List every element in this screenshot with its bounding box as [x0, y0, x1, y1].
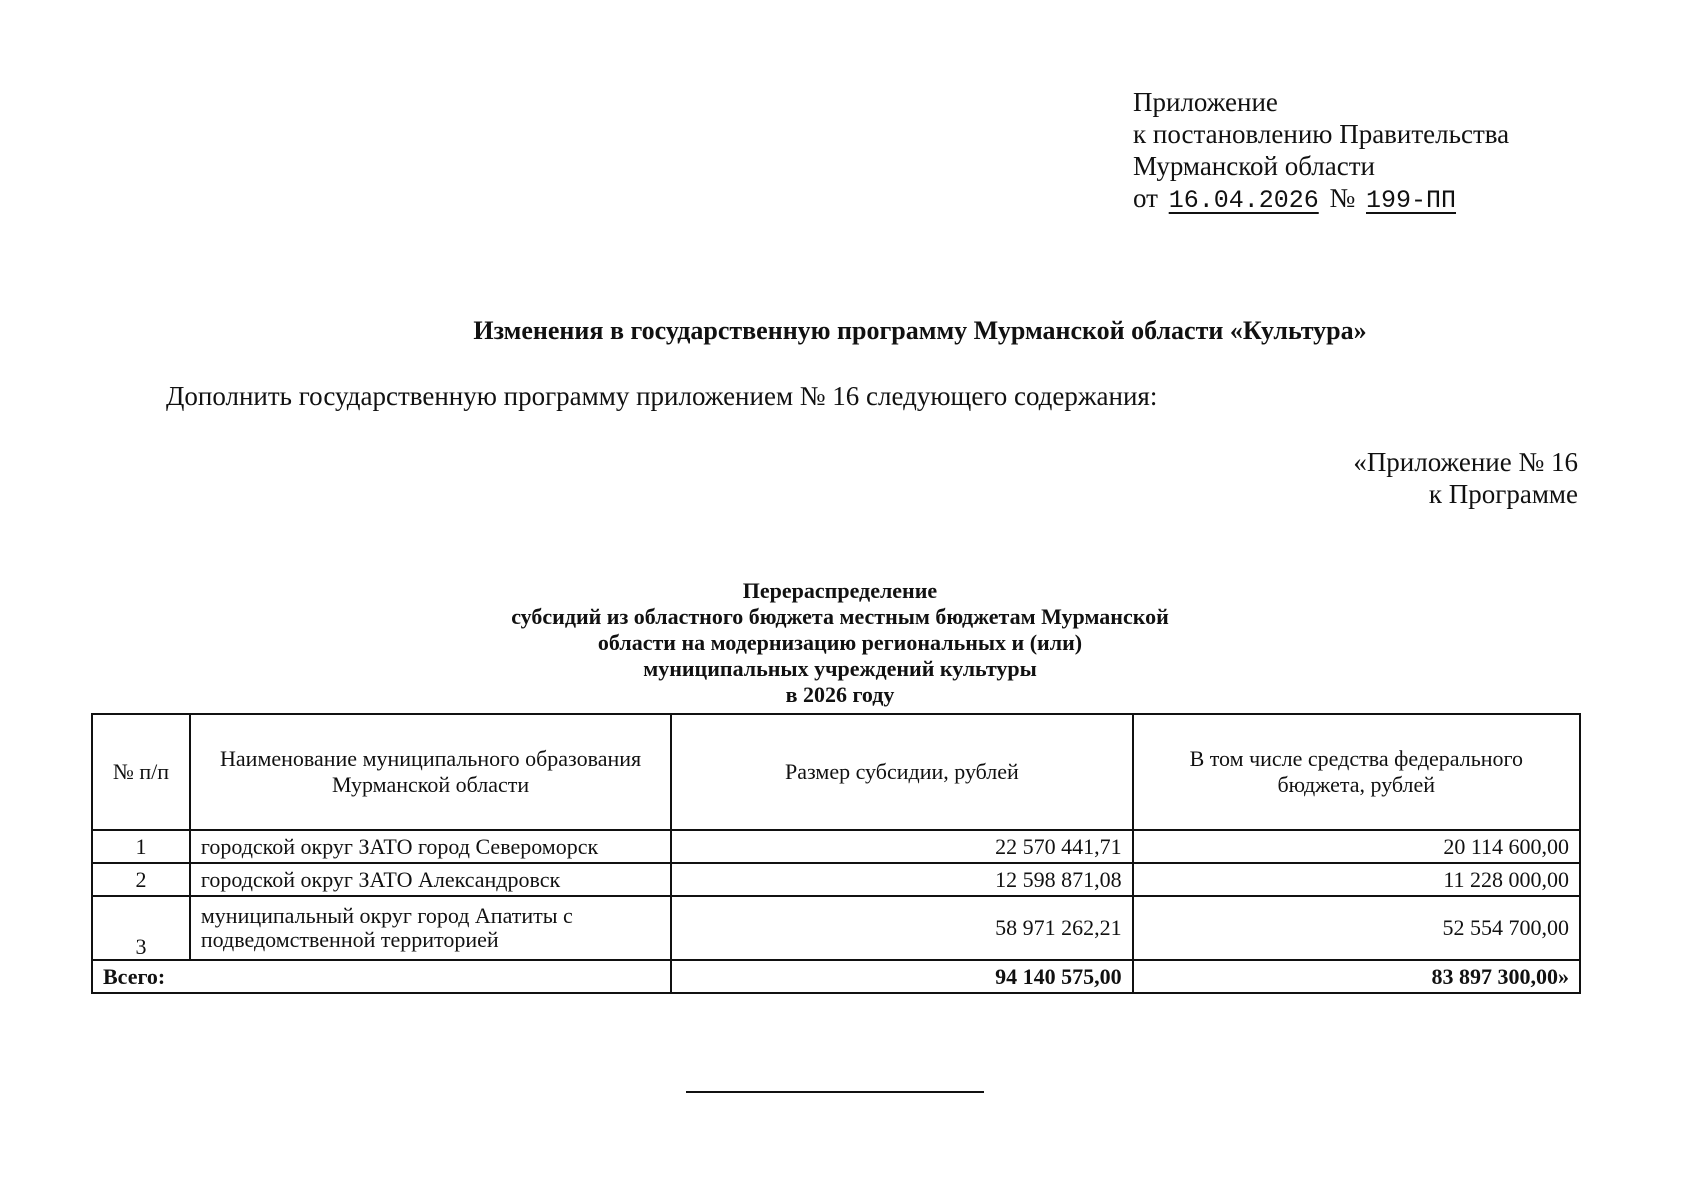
- header-number: № п/п: [92, 714, 190, 830]
- header-subsidy: Размер субсидии, рублей: [671, 714, 1132, 830]
- header-line-1: Приложение: [1133, 87, 1278, 117]
- row-subsidy: 58 971 262,21: [671, 896, 1132, 960]
- row-federal: 20 114 600,00: [1133, 830, 1580, 863]
- annex-line-1: «Приложение № 16: [1353, 447, 1578, 477]
- table-title-line: Перераспределение: [742, 578, 938, 603]
- row-subsidy: 22 570 441,71: [671, 830, 1132, 863]
- total-label: Всего:: [92, 960, 671, 993]
- row-federal: 52 554 700,00: [1133, 896, 1580, 960]
- table-row: [92, 863, 1580, 896]
- total-subsidy: 94 140 575,00: [671, 960, 1132, 993]
- annex-line-2: к Программе: [1428, 479, 1578, 509]
- row-number: 1: [92, 830, 190, 863]
- row-federal: 11 228 000,00: [1133, 863, 1580, 896]
- table-title-line: области на модернизацию региональных и (или): [597, 630, 1083, 655]
- bottom-divider: [686, 1091, 984, 1093]
- row-municipality: городской округ ЗАТО Александровск: [190, 863, 671, 896]
- table-title: [340, 578, 1340, 708]
- header-date-line: [1133, 182, 1509, 217]
- annex-label: [1353, 446, 1578, 510]
- number-prefix: №: [1329, 183, 1356, 213]
- table-row: [92, 830, 1580, 863]
- approval-header: [1133, 86, 1509, 217]
- table-title-line: субсидий из областного бюджета местным бюджетам Мурманской: [511, 604, 1169, 629]
- header-line-2: к постановлению Правительства: [1133, 119, 1510, 149]
- table-title-line: в 2026 году: [785, 682, 895, 707]
- decree-date: 16.04.2026: [1168, 186, 1319, 215]
- document-title: Изменения в государственную программу Мурманской области «Культура»: [473, 316, 1367, 345]
- row-municipality: городской округ ЗАТО город Североморск: [190, 830, 671, 863]
- row-subsidy: 12 598 871,08: [671, 863, 1132, 896]
- header-line-3: Мурманской области: [1133, 151, 1375, 181]
- total-federal: 83 897 300,00»: [1133, 960, 1580, 993]
- row-municipality: муниципальный округ город Апатиты с подведомственной территорией: [190, 896, 671, 960]
- total-row: [92, 960, 1580, 993]
- table-header-row: [92, 714, 1580, 830]
- date-prefix: от: [1133, 183, 1158, 213]
- table-title-line: муниципальных учреждений культуры: [643, 656, 1037, 681]
- subsidy-table: [91, 713, 1581, 994]
- row-number: 2: [92, 863, 190, 896]
- decree-number: 199-ПП: [1366, 186, 1457, 215]
- row-number: 3: [92, 896, 190, 960]
- header-federal: В том числе средства федерального бюджета, рублей: [1133, 714, 1580, 830]
- intro-text: Дополнить государственную программу приложением № 16 следующего содержания:: [166, 381, 1158, 411]
- table-row: [92, 896, 1580, 960]
- header-municipality: Наименование муниципального образования Мурманской области: [190, 714, 671, 830]
